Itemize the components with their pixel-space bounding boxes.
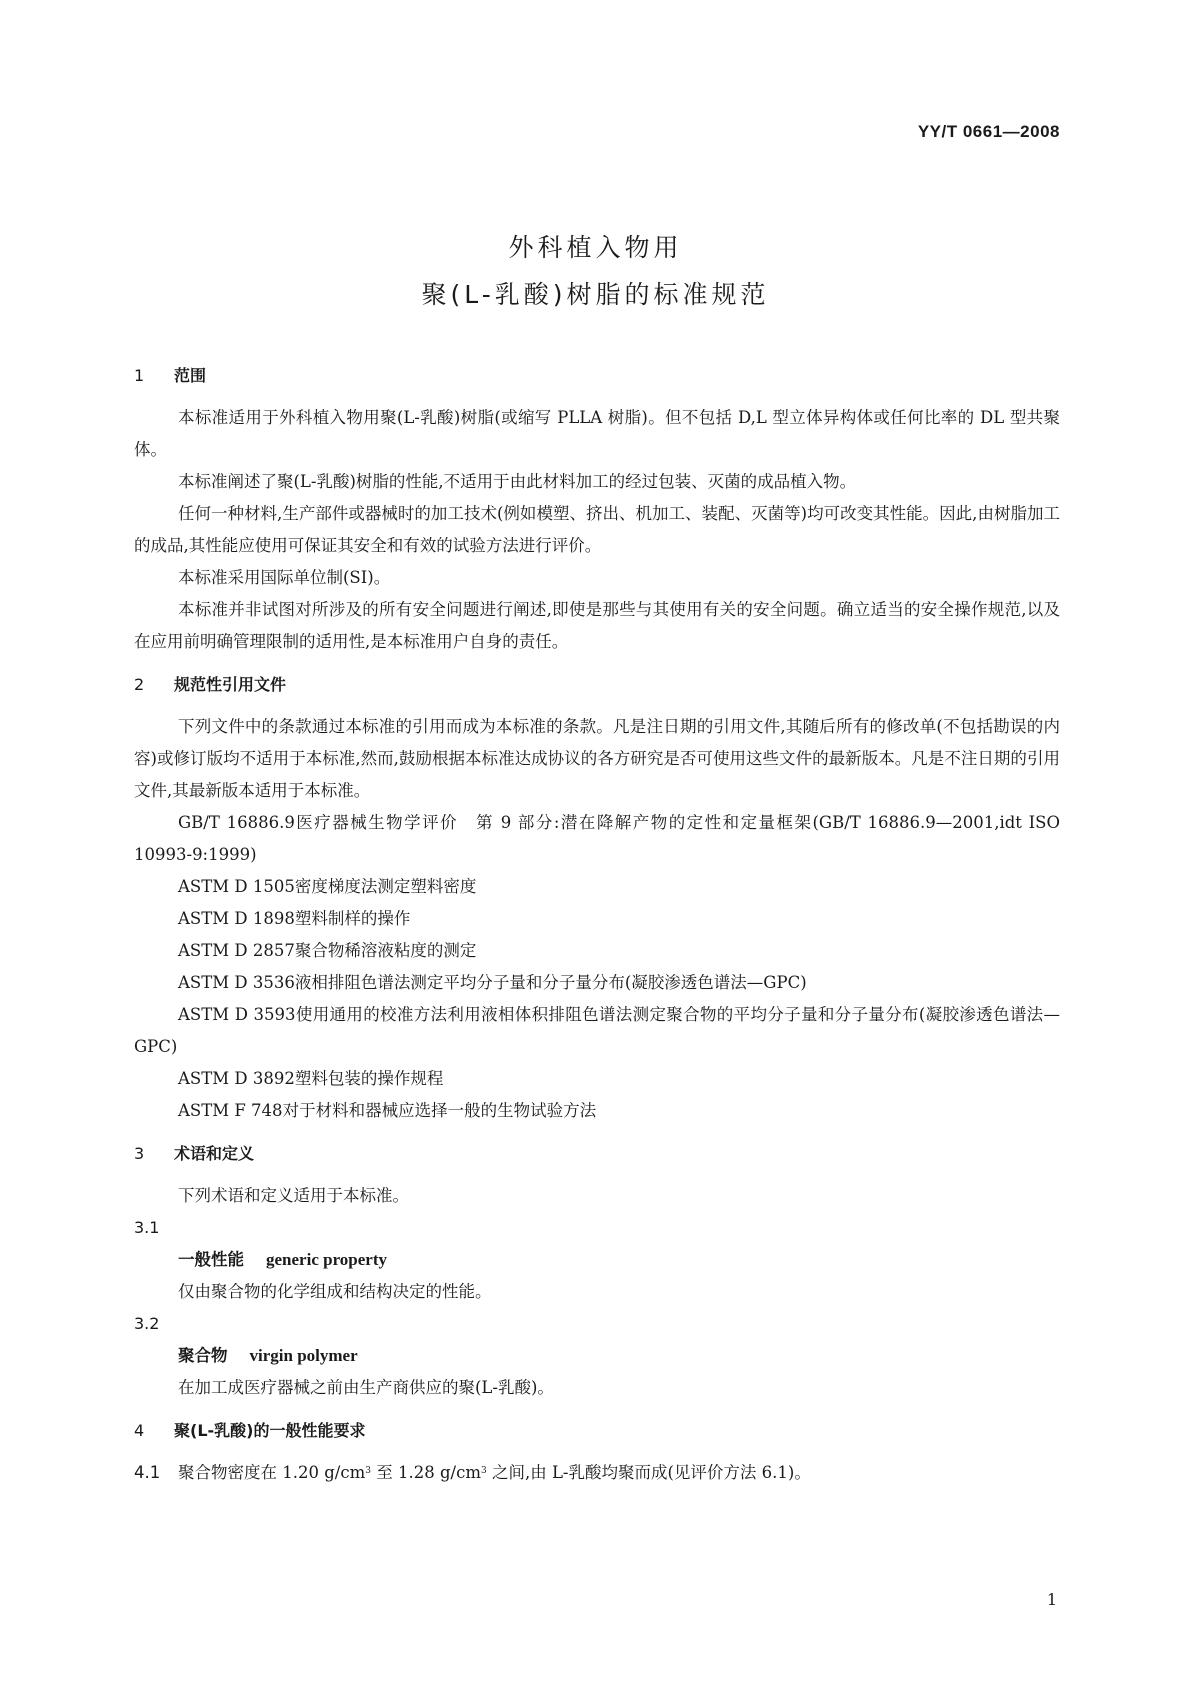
terms-intro: 下列术语和定义适用于本标准。 xyxy=(178,1186,409,1205)
title-line-1: 外科植入物用 xyxy=(508,233,683,262)
term-title: 聚合物 virgin polymer xyxy=(178,1346,358,1365)
requirement-4-1: 4.1 聚合物密度在 1.20 $g/cm^3$ 至 1.28 $g/cm^3$ 之间,由 L-乳酸均聚而成(见评价方法 6.1)。 xyxy=(134,1463,811,1482)
reference-item: ASTM D 3892塑料包装的操作规程 xyxy=(178,1069,444,1088)
term-number: 3.2 xyxy=(134,1314,160,1333)
references-intro: 下列文件中的条款通过本标准的引用而成为本标准的条款。凡是注日期的引用文件,其随后所有的修改单(不包括勘误的内容)或修订版均不适用于本标准,然而,鼓励根据本标准达成协议的各方研究是否可使用这些文件的最新版本。凡是不注日期的引用文件,其最新版本适用于本标准。 xyxy=(134,717,1060,800)
reference-item: GB/T 16886.9医疗器械生物学评价 第 9 部分:潜在降解产物的定性和定量框架(GB/T 16886.9—2001,idt ISO 10993-9:1999) xyxy=(134,813,1060,864)
term-number: 3.1 xyxy=(134,1218,160,1237)
section-4-heading: 4 聚(L-乳酸)的一般性能要求 xyxy=(134,1421,366,1440)
section-3-heading: 3 术语和定义 xyxy=(134,1144,255,1163)
reference-item: ASTM D 1505密度梯度法测定塑料密度 xyxy=(178,877,477,896)
page-number: 1 xyxy=(1046,1590,1057,1609)
term-title: 一般性能 generic property xyxy=(178,1250,388,1269)
reference-item: ASTM D 2857聚合物稀溶液粘度的测定 xyxy=(178,941,477,960)
scope-paragraph-5: 本标准并非试图对所涉及的所有安全问题进行阐述,即使是那些与其使用有关的安全问题。确立适当的安全操作规范,以及在应用前明确管理限制的适用性,是本标准用户自身的责任。 xyxy=(134,600,1060,651)
standard-code: YY/T 0661—2008 xyxy=(917,122,1060,141)
scope-paragraph-2: 本标准阐述了聚(L-乳酸)树脂的性能,不适用于由此材料加工的经过包装、灭菌的成品植入物。 xyxy=(178,472,857,491)
term-definition: 仅由聚合物的化学组成和结构决定的性能。 xyxy=(178,1282,492,1301)
reference-item: ASTM D 3593使用通用的校准方法利用液相体积排阻色谱法测定聚合物的平均分子量和分子量分布(凝胶渗透色谱法—GPC) xyxy=(134,1005,1060,1056)
scope-paragraph-1: 本标准适用于外科植入物用聚(L-乳酸)树脂(或缩写 PLLA 树脂)。但不包括 D,L 型立体异构体或任何比率的 DL 型共聚体。 xyxy=(134,408,1060,459)
reference-item: ASTM D 3536液相排阻色谱法测定平均分子量和分子量分布(凝胶渗透色谱法—GPC) xyxy=(178,973,807,992)
scope-paragraph-4: 本标准采用国际单位制(SI)。 xyxy=(178,568,391,587)
reference-list xyxy=(134,807,1060,1127)
document-body xyxy=(134,363,1060,1489)
reference-item: ASTM F 748对于材料和器械应选择一般的生物试验方法 xyxy=(178,1101,597,1120)
term-definition: 在加工成医疗器械之前由生产商供应的聚(L-乳酸)。 xyxy=(178,1378,554,1397)
reference-item: ASTM D 1898塑料制样的操作 xyxy=(178,909,411,928)
section-1-heading: 1 范围 xyxy=(134,366,207,385)
title-line-2: 聚(L-乳酸)树脂的标准规范 xyxy=(421,280,770,309)
scope-paragraph-3: 任何一种材料,生产部件或器械时的加工技术(例如模塑、挤出、机加工、装配、灭菌等)均可改变其性能。因此,由树脂加工的成品,其性能应使用可保证其安全和有效的试验方法进行评价。 xyxy=(134,504,1060,555)
section-2-heading: 2 规范性引用文件 xyxy=(134,675,287,694)
